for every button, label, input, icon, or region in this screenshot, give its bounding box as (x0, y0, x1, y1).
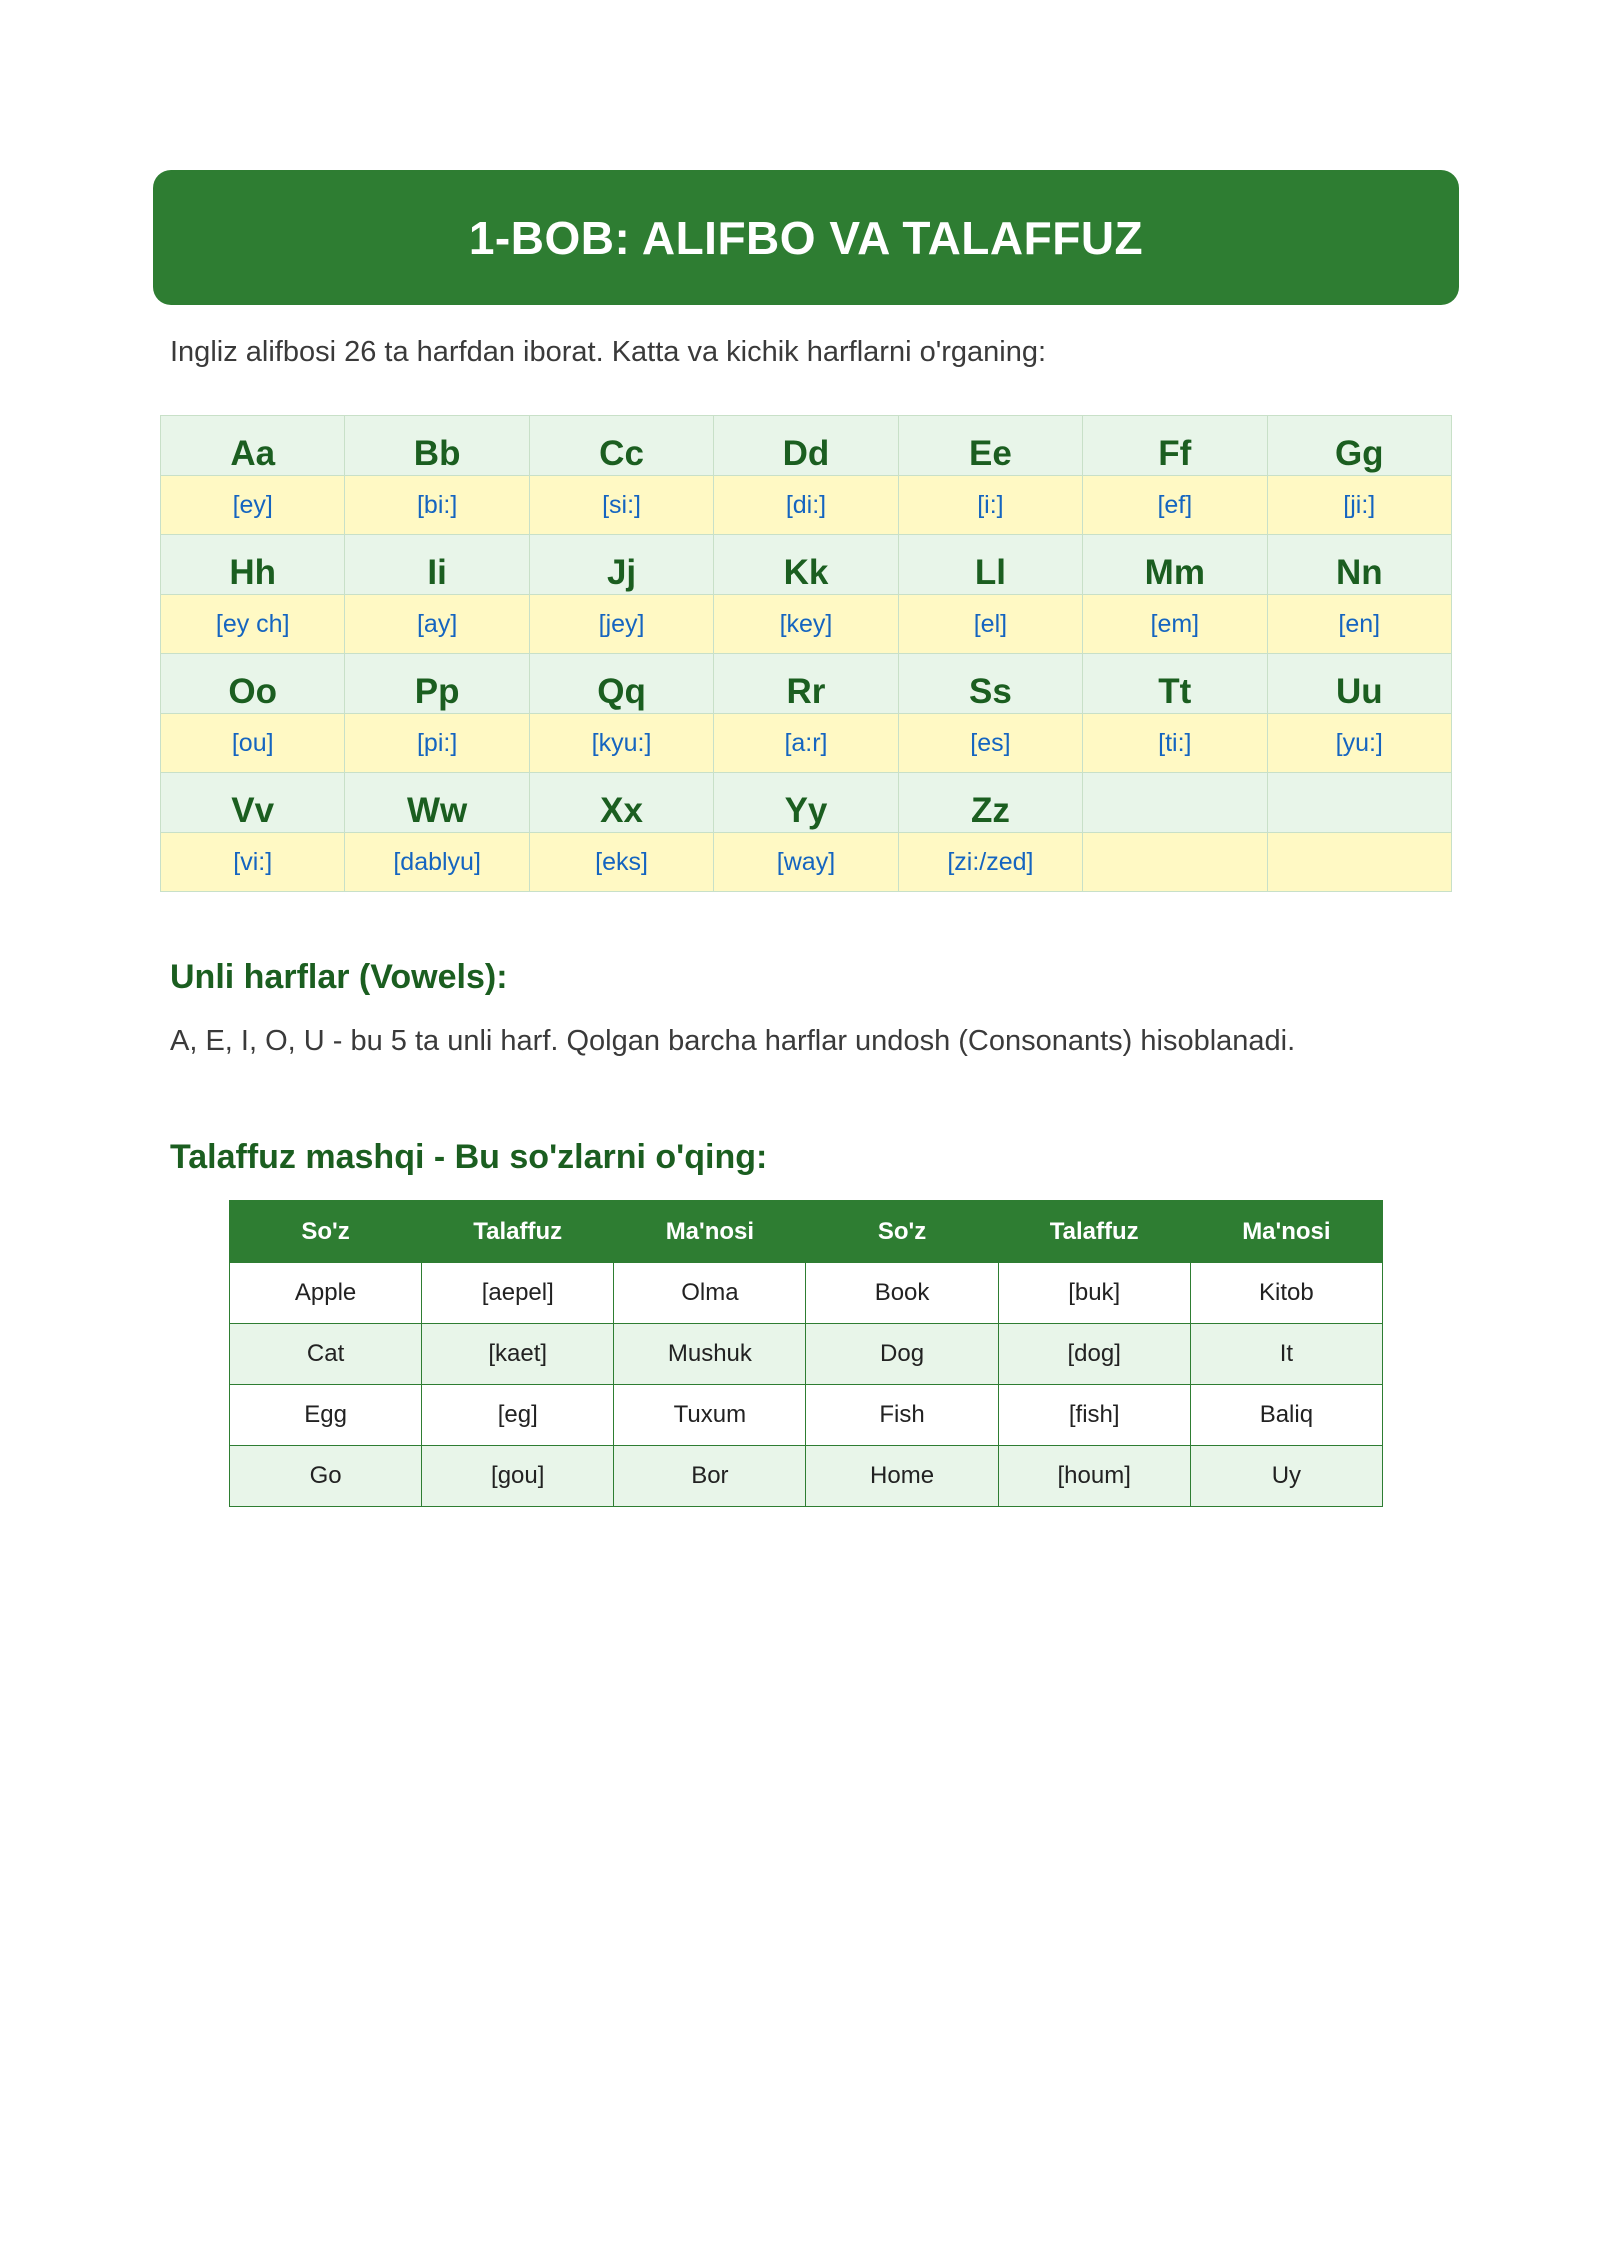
alphabet-letter (1083, 773, 1267, 833)
column-header: So'z (230, 1201, 422, 1263)
letter-pronunciation: [vi:] (161, 833, 345, 892)
alphabet-letter-row (161, 535, 1452, 595)
alphabet-letter: Ee (898, 416, 1082, 476)
table-cell: Dog (806, 1324, 998, 1385)
alphabet-letter: Uu (1267, 654, 1451, 714)
letter-pronunciation: [jey] (529, 595, 713, 654)
table-row (230, 1385, 1383, 1446)
table-cell: [houm] (998, 1446, 1190, 1507)
alphabet-letter (1267, 773, 1451, 833)
table-cell: Bor (614, 1446, 806, 1507)
letter-pronunciation: [bi:] (345, 476, 529, 535)
letter-pronunciation: [di:] (714, 476, 898, 535)
letter-pronunciation: [es] (898, 714, 1082, 773)
alphabet-letter: Qq (529, 654, 713, 714)
column-header: Talaffuz (422, 1201, 614, 1263)
table-cell: [eg] (422, 1385, 614, 1446)
column-header: So'z (806, 1201, 998, 1263)
letter-pronunciation: [yu:] (1267, 714, 1451, 773)
alphabet-letter: Ii (345, 535, 529, 595)
alphabet-letter: Ff (1083, 416, 1267, 476)
alphabet-letter-row (161, 773, 1452, 833)
table-cell: Kitob (1190, 1263, 1382, 1324)
alphabet-letter: Zz (898, 773, 1082, 833)
pronunciation-practice-table (229, 1200, 1383, 1507)
table-header-row (230, 1201, 1383, 1263)
table-cell: Go (230, 1446, 422, 1507)
column-header: Talaffuz (998, 1201, 1190, 1263)
alphabet-letter: Gg (1267, 416, 1451, 476)
alphabet-letter: Dd (714, 416, 898, 476)
letter-pronunciation: [em] (1083, 595, 1267, 654)
letter-pronunciation (1267, 833, 1451, 892)
table-cell: Fish (806, 1385, 998, 1446)
table-cell: Book (806, 1263, 998, 1324)
letter-pronunciation: [el] (898, 595, 1082, 654)
table-cell: [fish] (998, 1385, 1190, 1446)
table-cell: Egg (230, 1385, 422, 1446)
table-cell: [buk] (998, 1263, 1190, 1324)
alphabet-table (160, 415, 1452, 892)
letter-pronunciation: [a:r] (714, 714, 898, 773)
table-cell: It (1190, 1324, 1382, 1385)
vowels-text: A, E, I, O, U - bu 5 ta unli harf. Qolgan barcha harflar undosh (Consonants) hisoblanadi. (170, 1025, 1296, 1057)
alphabet-letter: Tt (1083, 654, 1267, 714)
alphabet-letter: Ss (898, 654, 1082, 714)
alphabet-letter: Pp (345, 654, 529, 714)
table-cell: [kaet] (422, 1324, 614, 1385)
table-cell: [dog] (998, 1324, 1190, 1385)
table-cell: Home (806, 1446, 998, 1507)
letter-pronunciation: [way] (714, 833, 898, 892)
table-row (230, 1263, 1383, 1324)
letter-pronunciation: [i:] (898, 476, 1082, 535)
letter-pronunciation: [en] (1267, 595, 1451, 654)
table-cell: Mushuk (614, 1324, 806, 1385)
alphabet-letter: Yy (714, 773, 898, 833)
table-cell: Cat (230, 1324, 422, 1385)
alphabet-pronunciation-row (161, 714, 1452, 773)
alphabet-pronunciation-row (161, 595, 1452, 654)
letter-pronunciation (1083, 833, 1267, 892)
letter-pronunciation: [ey ch] (161, 595, 345, 654)
letter-pronunciation: [key] (714, 595, 898, 654)
alphabet-letter: Kk (714, 535, 898, 595)
letter-pronunciation: [ey] (161, 476, 345, 535)
alphabet-letter: Oo (161, 654, 345, 714)
letter-pronunciation: [dablyu] (345, 833, 529, 892)
practice-heading: Talaffuz mashqi - Bu so'zlarni o'qing: (170, 1138, 768, 1176)
alphabet-letter: Mm (1083, 535, 1267, 595)
letter-pronunciation: [kyu:] (529, 714, 713, 773)
alphabet-letter: Cc (529, 416, 713, 476)
alphabet-letter: Jj (529, 535, 713, 595)
table-cell: Olma (614, 1263, 806, 1324)
alphabet-letter: Bb (345, 416, 529, 476)
alphabet-letter: Aa (161, 416, 345, 476)
table-cell: Uy (1190, 1446, 1382, 1507)
letter-pronunciation: [ji:] (1267, 476, 1451, 535)
letter-pronunciation: [ti:] (1083, 714, 1267, 773)
chapter-title-banner (153, 170, 1459, 305)
table-cell: [gou] (422, 1446, 614, 1507)
alphabet-letter: Ll (898, 535, 1082, 595)
alphabet-letter-row (161, 654, 1452, 714)
table-cell: Apple (230, 1263, 422, 1324)
alphabet-letter-row (161, 416, 1452, 476)
letter-pronunciation: [zi:/zed] (898, 833, 1082, 892)
intro-text: Ingliz alifbosi 26 ta harfdan iborat. Katta va kichik harflarni o'rganing: (170, 336, 1047, 368)
column-header: Ma'nosi (614, 1201, 806, 1263)
column-header: Ma'nosi (1190, 1201, 1382, 1263)
alphabet-pronunciation-row (161, 833, 1452, 892)
letter-pronunciation: [si:] (529, 476, 713, 535)
table-cell: Tuxum (614, 1385, 806, 1446)
vowels-heading: Unli harflar (Vowels): (170, 958, 508, 996)
alphabet-letter: Rr (714, 654, 898, 714)
table-row (230, 1446, 1383, 1507)
alphabet-letter: Xx (529, 773, 713, 833)
table-row (230, 1324, 1383, 1385)
alphabet-letter: Hh (161, 535, 345, 595)
alphabet-letter: Nn (1267, 535, 1451, 595)
chapter-title: 1-BOB: ALIFBO VA TALAFFUZ (468, 211, 1144, 264)
letter-pronunciation: [ou] (161, 714, 345, 773)
table-cell: [aepel] (422, 1263, 614, 1324)
alphabet-letter: Ww (345, 773, 529, 833)
letter-pronunciation: [pi:] (345, 714, 529, 773)
alphabet-pronunciation-row (161, 476, 1452, 535)
letter-pronunciation: [ef] (1083, 476, 1267, 535)
alphabet-letter: Vv (161, 773, 345, 833)
letter-pronunciation: [eks] (529, 833, 713, 892)
table-cell: Baliq (1190, 1385, 1382, 1446)
letter-pronunciation: [ay] (345, 595, 529, 654)
